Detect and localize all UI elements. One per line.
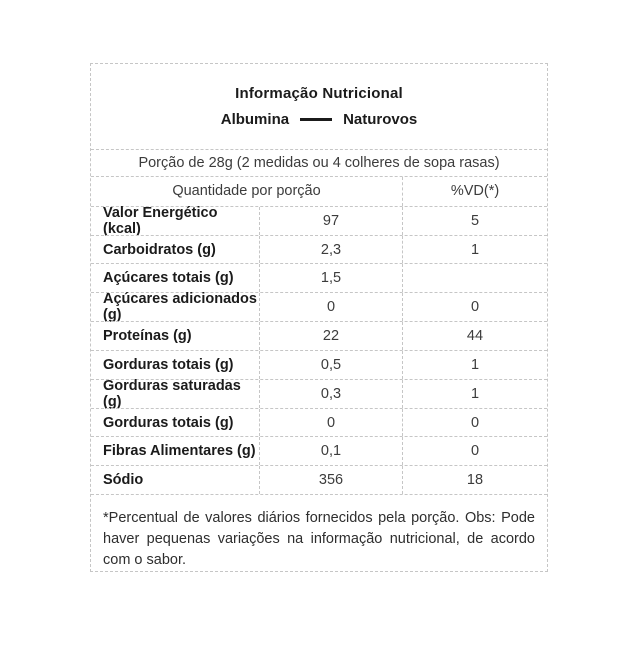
nutrient-quantity: 0,3 (259, 380, 402, 408)
table-header-section (91, 64, 547, 149)
nutrient-row-saturated-fat (91, 379, 547, 408)
nutrient-dv: 1 (402, 351, 547, 379)
nutrient-dv: 0 (402, 437, 547, 465)
nutrient-label: Gorduras totais (g) (103, 414, 234, 431)
nutrient-label: Proteínas (g) (103, 328, 192, 345)
nutrient-quantity: 0 (259, 409, 402, 437)
nutrient-label: Sódio (103, 472, 144, 489)
serving-size-row (91, 149, 547, 176)
nutrient-label: Fibras Alimentares (g) (103, 443, 256, 460)
quantity-column-header: Quantidade por porção (172, 183, 321, 200)
nutrient-dv: 1 (402, 236, 547, 264)
nutrient-label: Açúcares totais (g) (103, 270, 234, 287)
nutrient-quantity: 2,3 (259, 236, 402, 264)
nutrient-label: Açúcares adicionados (g) (103, 291, 257, 324)
brand-line (221, 111, 418, 128)
nutrient-row-sodium (91, 465, 547, 494)
nutrient-row-added-sugars (91, 291, 547, 324)
nutrient-dv: 1 (402, 380, 547, 408)
nutrient-row-total-fat (91, 350, 547, 379)
nutrient-row-total-fat-2 (91, 408, 547, 437)
table-title: Informação Nutricional (235, 85, 403, 103)
nutrient-label: Gorduras saturadas (g) (103, 377, 241, 410)
dv-column-header: %VD(*) (402, 177, 547, 206)
nutrient-label: Valor Energético (kcal) (103, 204, 218, 237)
nutrient-quantity: 0,5 (259, 351, 402, 379)
nutrient-dv: 18 (402, 466, 547, 494)
footnote: *Percentual de valores diários fornecidos pela porção. Obs: Pode haver pequenas variações na informação nutricional, de acordo com o sabor. (91, 494, 547, 571)
nutrient-quantity: 22 (259, 322, 402, 350)
brand-separator-rule (300, 118, 332, 121)
nutrient-row-energy (91, 206, 547, 235)
nutrient-dv: 5 (402, 207, 547, 235)
nutrient-dv (402, 264, 547, 292)
nutrient-dv: 0 (402, 409, 547, 437)
nutrient-quantity: 0,1 (259, 437, 402, 465)
serving-size-text: Porção de 28g (2 medidas ou 4 colheres de sopa rasas) (138, 155, 500, 172)
nutrient-label: Carboidratos (g) (103, 241, 216, 258)
nutrition-table (90, 63, 548, 572)
column-header-row (91, 176, 547, 206)
nutrient-label: Gorduras totais (g) (103, 356, 234, 373)
nutrient-row-fiber (91, 436, 547, 465)
nutrient-row-total-sugars (91, 263, 547, 292)
nutrient-row-carbs (91, 235, 547, 264)
nutrient-quantity: 356 (259, 466, 402, 494)
nutrient-row-protein (91, 321, 547, 350)
brand-right-label: Naturovos (343, 111, 418, 129)
nutrient-dv: 44 (402, 322, 547, 350)
nutrient-quantity: 0 (259, 293, 402, 321)
nutrient-dv: 0 (402, 293, 547, 321)
nutrient-quantity: 1,5 (259, 264, 402, 292)
nutrient-quantity: 97 (259, 207, 402, 235)
brand-left-label: Albumina (220, 111, 290, 129)
